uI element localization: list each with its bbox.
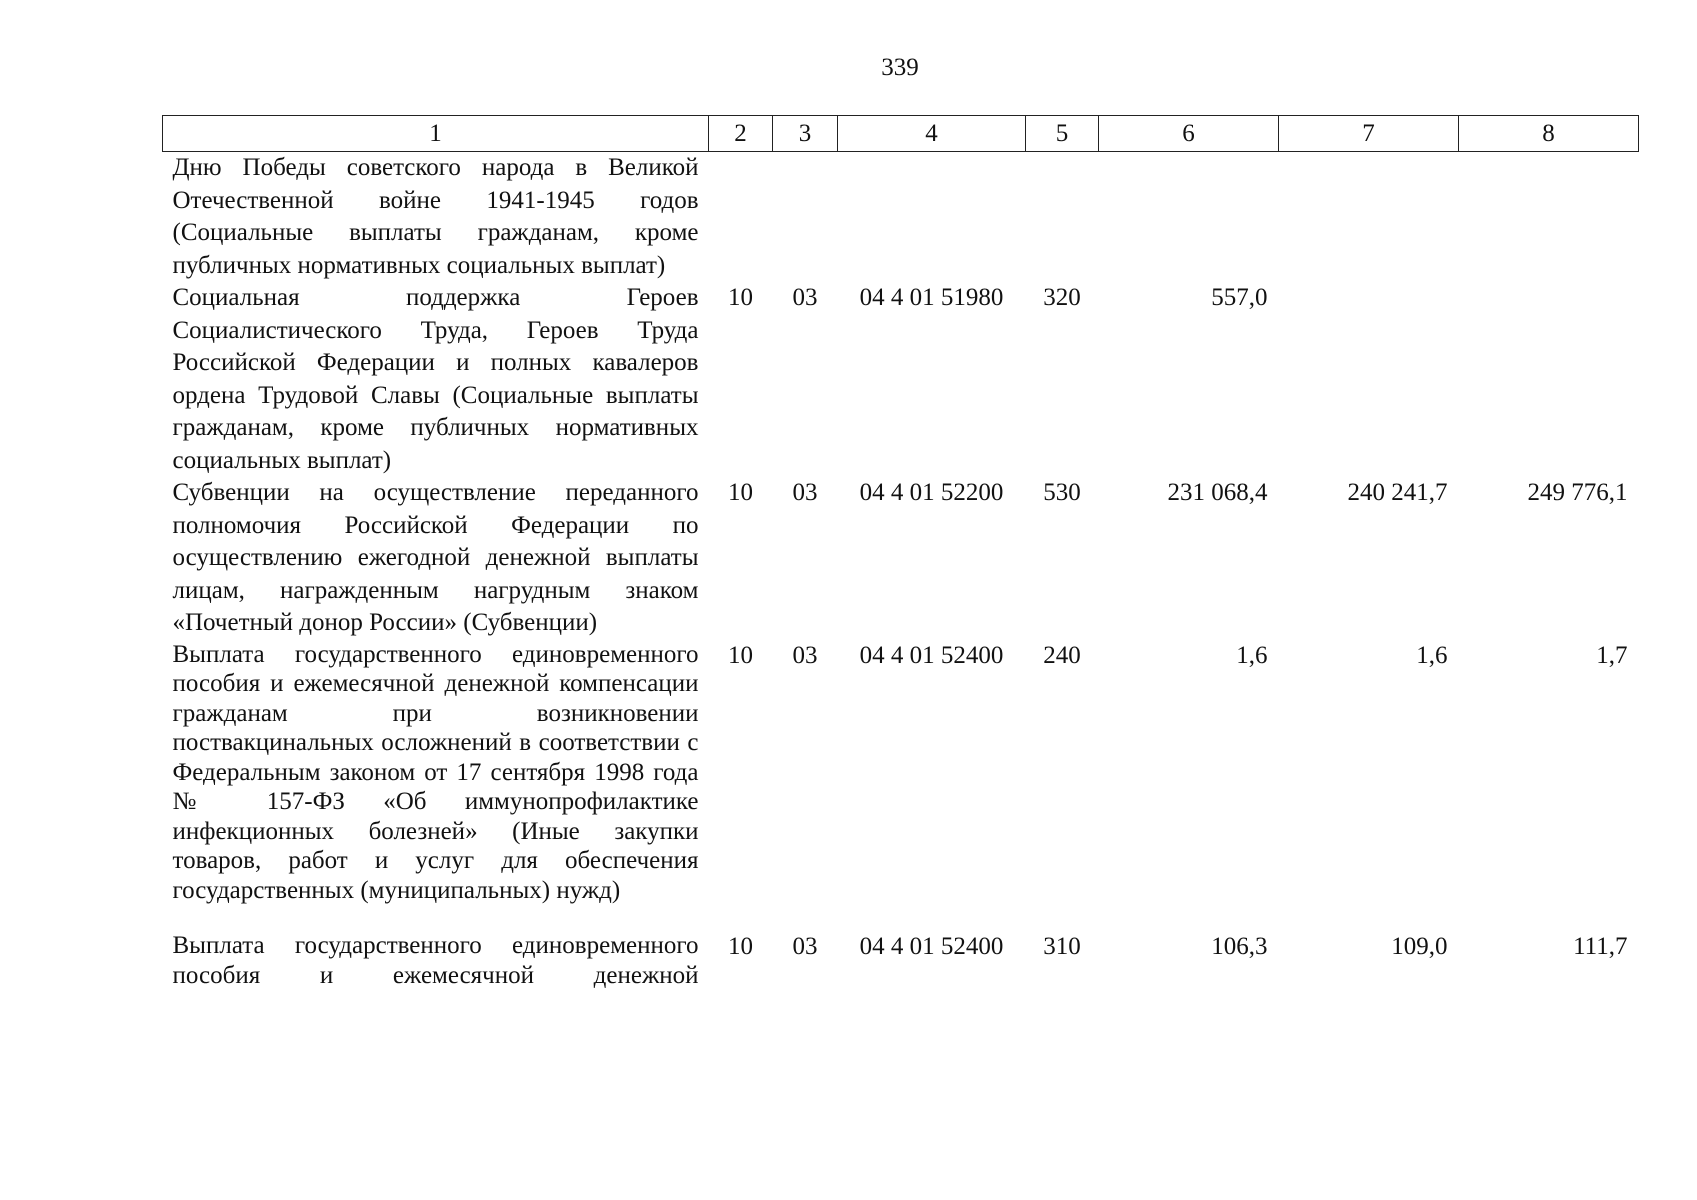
column-header-8: 8 (1459, 116, 1639, 152)
expense-type-code: 530 (1043, 479, 1081, 506)
page-number: 339 (881, 54, 919, 81)
row-description: Выплата государственного единовременного пособия и ежемесячной денежной компенсации гражданам при возникновении поствакцинальных осложнений в соответствии с Федеральным законом от 17 сентября 1998 года № 157-ФЗ «Об иммунопрофилактике инфекционных болезней» (Иные закупки товаров, работ и услуг для обеспечения государственных (муниципальных) нужд) (172, 640, 699, 904)
table-row (163, 640, 1639, 906)
amount-col-6: 231 068,4 (1167, 479, 1268, 506)
column-header-7: 7 (1279, 116, 1459, 152)
subsection-code: 03 (792, 641, 818, 669)
expense-type-code (1026, 152, 1099, 283)
column-header-6: 6 (1099, 116, 1279, 152)
target-article-code (838, 152, 1026, 283)
amount-col-7: 109,0 (1391, 933, 1448, 960)
target-article-code: 04 4 01 52400 (859, 933, 1004, 960)
section-code: 10 (728, 641, 753, 669)
section-code (709, 152, 773, 283)
amount-col-6: 1,6 (1236, 641, 1268, 669)
amount-col-6 (1099, 152, 1279, 283)
row-description: Дню Победы советского народа в Великой Отечественной войне 1941-1945 годов (Социальные выплаты гражданам, кроме публичных нормативных социальных выплат) (172, 154, 699, 279)
subsection-code: 03 (792, 479, 818, 506)
header-row (163, 116, 1639, 152)
row-description: Выплата государственного единовременного пособия и ежемесячной денежной (172, 932, 699, 989)
table-row (163, 152, 1639, 283)
column-header-2: 2 (709, 116, 773, 152)
amount-col-6: 106,3 (1211, 933, 1268, 960)
target-article-code: 04 4 01 52200 (859, 479, 1004, 506)
table-row (163, 905, 1639, 990)
target-article-code: 04 4 01 52400 (859, 641, 1004, 669)
amount-col-8 (1459, 282, 1639, 477)
subsection-code: 03 (792, 933, 818, 960)
target-article-code: 04 4 01 51980 (859, 284, 1004, 311)
amount-col-7: 240 241,7 (1347, 479, 1448, 506)
amount-col-7: 1,6 (1416, 641, 1448, 669)
amount-col-7 (1279, 152, 1459, 283)
expense-type-code: 310 (1043, 933, 1081, 960)
subsection-code (773, 152, 838, 283)
table-row (163, 282, 1639, 477)
column-header-4: 4 (838, 116, 1026, 152)
row-description: Субвенции на осуществление переданного полномочия Российской Федерации по осуществлению ежегодной денежной выплаты лицам, награжденным нагрудным знаком «Почетный донор России» (Субвенции) (172, 479, 699, 636)
row-description: Социальная поддержка Героев Социалистического Труда, Героев Труда Российской Федерации и полных кавалеров ордена Трудовой Славы (Социальные выплаты гражданам, кроме публичных нормативных социальных выплат) (172, 284, 699, 474)
section-code: 10 (728, 479, 753, 506)
budget-table (162, 115, 1639, 990)
amount-col-8: 1,7 (1596, 641, 1628, 669)
column-header-1: 1 (163, 116, 709, 152)
amount-col-8: 111,7 (1573, 933, 1628, 960)
column-header-3: 3 (773, 116, 838, 152)
section-code: 10 (728, 284, 753, 311)
expense-type-code: 240 (1043, 641, 1081, 669)
amount-col-8: 249 776,1 (1527, 479, 1628, 506)
column-header-5: 5 (1026, 116, 1099, 152)
subsection-code: 03 (792, 284, 818, 311)
expense-type-code: 320 (1043, 284, 1081, 311)
amount-col-8 (1459, 152, 1639, 283)
amount-col-6: 557,0 (1211, 284, 1268, 311)
table-row (163, 477, 1639, 640)
amount-col-7 (1279, 282, 1459, 477)
section-code: 10 (728, 933, 753, 960)
